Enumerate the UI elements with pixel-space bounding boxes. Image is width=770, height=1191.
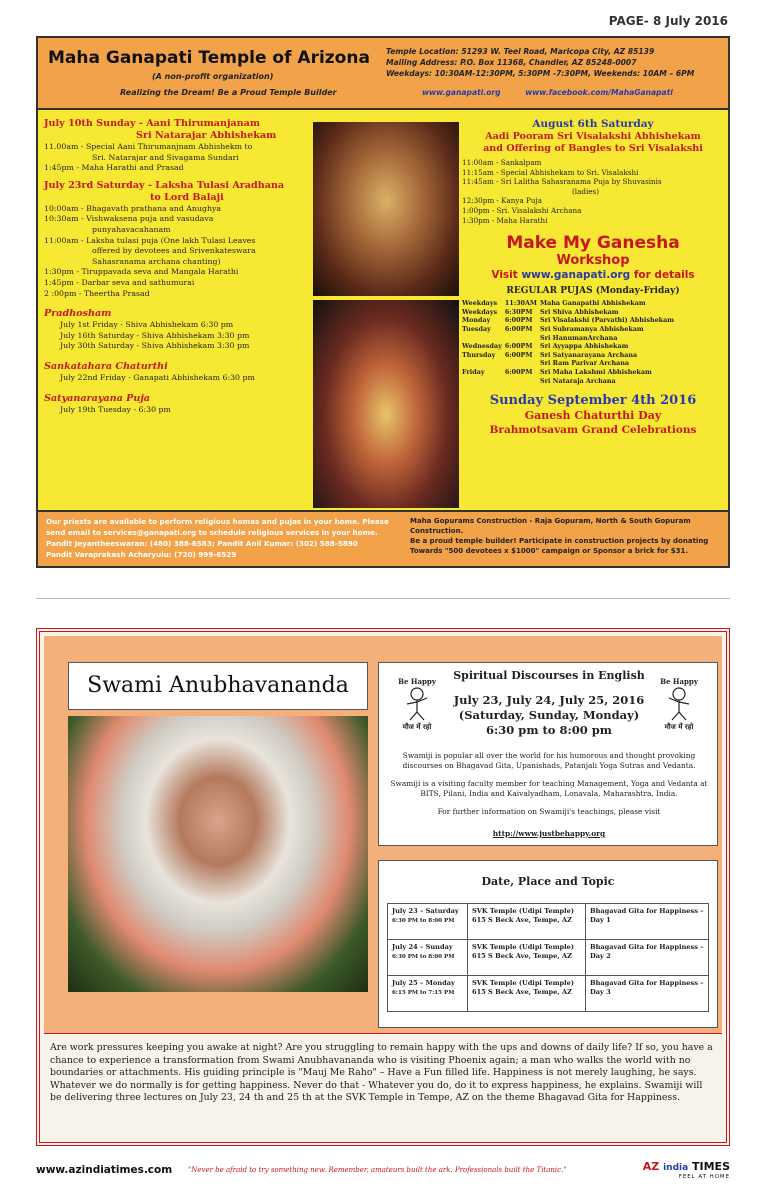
construction-line: Construction. xyxy=(410,527,464,535)
puja-name: Sri Maha Lakshmi Abhishekam xyxy=(540,367,652,376)
schedule-topic: Bhagavad Gita for Happiness – Day 3 xyxy=(586,976,709,1012)
schedule-date xyxy=(388,976,468,1012)
aug6-sub1: Aadi Pooram Sri Visalakshi Abhishekam xyxy=(485,131,701,142)
swami-panel xyxy=(44,636,722,1034)
ganesha-visit-label: Visit xyxy=(491,269,518,282)
puja-time xyxy=(505,377,540,386)
schedule-venue: SVK Temple (Udipi Temple) xyxy=(472,907,574,915)
priest-line: send email to services@ganapati.org to schedule religious services in your home. xyxy=(46,528,378,537)
hindi-tagline: मौज में रहो xyxy=(402,722,432,731)
july23-line: Sahasranama archana chanting) xyxy=(92,256,221,266)
be-happy-logo-right xyxy=(657,677,701,739)
table-row xyxy=(462,316,677,325)
discourse-date-line: July 23, July 24, July 25, 2016 xyxy=(453,693,645,707)
logo-india: india xyxy=(663,1163,689,1173)
temple-nonprofit: (A non-profit organization) xyxy=(152,72,274,81)
temple-website-link[interactable]: www.ganapati.org xyxy=(422,88,501,97)
july23-line: offered by devotees and Srivenkateswara xyxy=(92,246,256,256)
table-row xyxy=(462,308,677,317)
azindiatimes-logo xyxy=(643,1160,730,1173)
puja-time xyxy=(505,359,540,368)
schedule-title: Date, Place and Topic xyxy=(481,875,615,888)
temple-title: Maha Ganapati Temple of Arizona xyxy=(48,48,370,68)
puja-name: Sri Satyanarayana Archana xyxy=(540,350,638,359)
july10-sub: Sri Natarajar Abhishekam xyxy=(136,130,277,141)
schedule-address: 615 S Beck Ave, Tempe, AZ xyxy=(472,987,572,996)
be-happy-label: Be Happy xyxy=(398,677,436,686)
schedule-topic: Bhagavad Gita for Happiness – Day 1 xyxy=(586,904,709,940)
july23-line: 1:45pm - Darbar seva and sathumurai xyxy=(44,277,195,287)
july23-sub: to Lord Balaji xyxy=(150,191,224,203)
temple-ad xyxy=(36,36,730,568)
table-row xyxy=(462,334,677,343)
puja-day: Thursday xyxy=(462,350,496,359)
schedule-time: 6:15 PM to 7:15 PM xyxy=(392,989,455,996)
deity-photo-top xyxy=(313,122,459,296)
ganesha-title: Make My Ganesha xyxy=(506,233,680,254)
ganesha-details-label: for details xyxy=(633,269,695,282)
puja-day: Tuesday xyxy=(462,324,491,333)
puja-time: 11:30AM xyxy=(504,299,538,308)
july23-line: 10:30am - Vishwaksena puja and vasudava xyxy=(44,214,214,224)
july23-heading: July 23rd Saturday - Laksha Tulasi Aradhana xyxy=(44,179,285,191)
schedule-venue: SVK Temple (Udipi Temple) xyxy=(472,979,574,987)
puja-time: 6:00PM xyxy=(504,316,533,325)
september-sub1: Ganesh Chaturthi Day xyxy=(524,409,662,423)
aug6-line: 12;30pm - Kanya Puja xyxy=(462,196,543,206)
pradhosham-line: July 16th Saturday - Shiva Abhishekam 3:30 pm xyxy=(60,330,250,340)
be-happy-logo-left xyxy=(395,677,439,739)
satyanarayana-line: July 19th Tuesday - 6:30 pm xyxy=(60,404,171,414)
aug6-line: 1:30pm - Maha Harathi xyxy=(462,215,548,225)
temple-tagline: Realizing the Dream! Be a Proud Temple Builder xyxy=(120,88,337,97)
priest-line: Pandit Varaprakash Acharyulu: (720) 999-6529 xyxy=(46,550,237,559)
ganesha-sub: Workshop xyxy=(556,253,630,269)
temple-hours: Weekdays: 10:30AM-12:30PM, 5:30PM -7:30PM, Weekends: 10AM – 6PM xyxy=(386,69,695,78)
puja-time: 6:00PM xyxy=(504,342,533,351)
schedule-date xyxy=(388,940,468,976)
table-row xyxy=(462,325,677,334)
hindi-tagline: मौज में रहो xyxy=(664,722,694,731)
logo-tagline: FEEL AT HOME xyxy=(678,1174,730,1180)
puja-name: Sri Visalakshi (Parvathi) Abhishekam xyxy=(540,316,674,325)
temple-footer xyxy=(38,510,728,566)
july23-line: 10:00am - Bhagavath prathana and Anughya xyxy=(44,203,222,213)
aug6-heading: August 6th Saturday xyxy=(532,118,654,130)
discourse-dates xyxy=(439,693,659,738)
table-row xyxy=(388,976,709,1012)
temple-facebook-link[interactable]: www.facebook.com/MahaGanapati xyxy=(525,88,673,97)
swami-ad xyxy=(36,628,730,1146)
page-number: PAGE- 8 July 2016 xyxy=(608,14,728,28)
schedule-box xyxy=(378,860,718,1028)
swami-bio-1: Swamiji is popular all over the world for his humorous and thought provoking discourses on Bhagavad Gita, Upanishads, Patanjali Yoga Sutras and Vedanta. xyxy=(402,751,696,770)
table-row xyxy=(388,904,709,940)
puja-name: Sri Nataraja Archana xyxy=(540,376,616,385)
swami-bio-2: Swamiji is a visiting faculty member for teaching Management, Yoga and Vedanta at BITS, Pilani, India and Kaivalyadham, Lonavala, Maharashtra, India. xyxy=(390,779,708,798)
july23-line: 11:00am - Laksha tulasi puja (One lakh Tulasi Leaves xyxy=(44,235,256,245)
gopuram-construction xyxy=(410,516,724,556)
september-heading: Sunday September 4th 2016 xyxy=(489,393,697,409)
swami-info: For further information on Swamiji's teachings, please visit xyxy=(437,807,661,816)
schedule-place xyxy=(468,940,586,976)
july10-line: Sri. Natarajar and Sivagama Sundari xyxy=(92,152,239,162)
puja-day: Weekdays xyxy=(462,299,498,308)
puja-time: 6:00PM xyxy=(504,350,533,359)
temple-location: Temple Location: 51293 W. Teel Road, Maricopa City, AZ 85139 xyxy=(386,47,655,56)
priest-line: Our priests are available to perform religious homas and pujas in your home. Please xyxy=(46,517,389,526)
puja-name: Sri Ram Parivar Archana xyxy=(540,359,630,368)
logo-times: TIMES xyxy=(692,1160,730,1173)
logo-az: AZ xyxy=(642,1160,660,1173)
priest-line: Pandit Jeyantheeswaran: (480) 388-6583; Pandit Anil Kumar: (302) 588-5890 xyxy=(46,539,358,548)
schedule-time: 6:30 PM to 8:00 PM xyxy=(392,953,455,960)
construction-line: Be a proud temple builder! Participate in construction projects by donating xyxy=(410,537,709,545)
swami-photo xyxy=(68,716,368,992)
aug6-line: 11:00am - Sankalpam xyxy=(462,158,542,167)
be-happy-label: Be Happy xyxy=(660,677,698,686)
july10-line: 1:45pm - Maha Harathi and Prasad xyxy=(44,163,184,173)
aug6-line: 11:15am - Special Abhishekam to Sri. Visalakshi xyxy=(462,167,639,177)
schedule-venue: SVK Temple (Udipi Temple) xyxy=(472,943,574,951)
puja-day: Weekdays xyxy=(462,307,498,316)
schedule-place xyxy=(468,904,586,940)
puja-time xyxy=(505,334,540,343)
july23-line: punyahavacahanam xyxy=(92,224,171,234)
aug6-line: (ladies) xyxy=(572,186,600,196)
schedule-address: 615 S Beck Ave, Tempe, AZ xyxy=(472,951,572,960)
puja-day: Wednesday xyxy=(462,342,502,351)
table-row xyxy=(462,351,677,360)
schedule-table xyxy=(387,903,709,1012)
puja-name: Sri Ayyappa Abhishekam xyxy=(540,342,629,351)
happy-figure-icon xyxy=(664,686,694,722)
puja-name: Sri Subramanya Abhishekam xyxy=(540,324,644,333)
justbehappy-link[interactable]: http://www.justbehappy.org xyxy=(492,829,606,838)
puja-name: Maha Ganapathi Abhishekam xyxy=(540,299,646,308)
puja-time: 6:30PM xyxy=(504,307,533,316)
july23-line: 1:30pm - Tiruppavada seva and Mangala Harathi xyxy=(44,267,239,277)
swami-article-text: Are work pressures keeping you awake at night? Are you struggling to remain happy with the ups and downs of daily life? If so, you have a chance to experience a transformation from Swami Anubhavananda who is visiting Phoenix again; a man who walks the world with no boundaries or attachments. His guiding principle is "Mauj Me Raho" – Have a Fun filled life. Happiness is not merely laughing, he says. Whatever we do normally is for getting happiness. Never do that - Whatever you do, do it to express happiness, he explains. Swamiji will be delivering three lectures on July 23, 24 th and 25 th at the SVK Temple in Tempe, AZ on the theme Bhagavad Gita for Happiness. xyxy=(50,1042,713,1104)
regular-pujas-table xyxy=(462,299,677,385)
temple-right-column xyxy=(462,118,724,437)
pradhosham-line: July 1st Friday - Shiva Abhishekam 6:30 pm xyxy=(60,320,234,330)
july10-heading: July 10th Sunday - Aani Thirumanjanam xyxy=(44,118,260,129)
puja-day xyxy=(462,377,505,386)
schedule-date-label: July 24 – Sunday xyxy=(392,943,453,951)
table-row xyxy=(462,359,677,368)
discourse-days-line: (Saturday, Sunday, Monday) xyxy=(458,708,640,722)
schedule-date-label: July 25 – Monday xyxy=(392,979,455,987)
regular-pujas-heading: REGULAR PUJAS (Monday-Friday) xyxy=(506,286,680,297)
temple-links xyxy=(422,88,695,97)
schedule-date-label: July 23 – Saturday xyxy=(392,907,459,915)
sankatahara-line: July 22nd Friday - Ganapati Abhishekam 6:30 pm xyxy=(60,372,255,382)
puja-time: 6:00PM xyxy=(504,367,533,376)
discourse-box xyxy=(378,662,718,846)
temple-address-block xyxy=(386,46,726,79)
table-row xyxy=(462,377,677,386)
happy-figure-icon xyxy=(402,686,432,722)
temple-left-column xyxy=(44,118,314,415)
ganesha-visit xyxy=(462,268,724,282)
july10-line: 11.00am - Special Aani Thirumanjnam Abhishekm to xyxy=(44,142,253,151)
pradhosham-heading: Pradhosham xyxy=(44,308,112,320)
temple-header xyxy=(38,38,728,110)
page-footer xyxy=(36,1162,730,1182)
september-sub2: Brahmotsavam Grand Celebrations xyxy=(489,424,697,437)
puja-day: Monday xyxy=(462,316,491,325)
schedule-topic: Bhagavad Gita for Happiness – Day 2 xyxy=(586,940,709,976)
satyanarayana-heading: Satyanarayana Puja xyxy=(44,392,151,404)
puja-day xyxy=(462,359,505,368)
footer-quote: "Never be afraid to try something new. Remember, amateurs built the ark. Professionals built the Titanic." xyxy=(188,1166,567,1174)
sankatahara-heading: Sankatahara Chaturthi xyxy=(44,360,168,372)
discourse-title: Spiritual Discourses in English xyxy=(453,669,645,682)
schedule-time: 6:30 PM to 8:00 PM xyxy=(392,917,455,924)
puja-name: Sri HanumanArchana xyxy=(540,333,618,342)
discourse-time-line: 6:30 pm to 8:00 pm xyxy=(486,723,612,737)
schedule-date xyxy=(388,904,468,940)
swami-name: Swami Anubhavananda xyxy=(68,662,368,710)
july23-line: 2 :00pm - Theertha Prasad xyxy=(44,288,150,298)
deity-photo-bottom xyxy=(313,300,459,508)
aug6-sub2: and Offering of Bangles to Sri Visalakshi xyxy=(483,143,703,154)
aug6-line: 1:00pm - Sri. Visalakshi Archana xyxy=(462,205,582,215)
puja-name: Sri Shiva Abhishekam xyxy=(540,307,619,316)
table-row xyxy=(388,940,709,976)
table-row xyxy=(462,368,677,377)
puja-day: Friday xyxy=(462,367,485,376)
schedule-address: 615 S Beck Ave, Tempe, AZ xyxy=(472,915,572,924)
table-row xyxy=(462,299,677,308)
puja-time: 6:00PM xyxy=(504,324,533,333)
divider xyxy=(36,598,730,599)
construction-line: Maha Gopurams Construction - Raja Gopuram, North & South Gopuram xyxy=(410,517,691,525)
schedule-place xyxy=(468,976,586,1012)
footer-url-link[interactable]: www.azindiatimes.com xyxy=(36,1164,173,1176)
ganesha-url-link[interactable]: www.ganapati.org xyxy=(521,269,631,282)
construction-line: Towards "500 devotees x $1000" campaign or Sponsor a brick for $31. xyxy=(410,547,688,555)
puja-day xyxy=(462,334,505,343)
priest-services xyxy=(46,516,410,560)
aug6-line: 11:45am - Sri Lalitha Sahasranama Puja by Shuvasinis xyxy=(462,177,662,187)
pradhosham-line: July 30th Saturday - Shiva Abhishekam 3:30 pm xyxy=(60,341,250,351)
temple-mailing: Mailing Address: P.O. Box 11368, Chandler, AZ 85248-0007 xyxy=(386,58,637,67)
table-row xyxy=(462,342,677,351)
